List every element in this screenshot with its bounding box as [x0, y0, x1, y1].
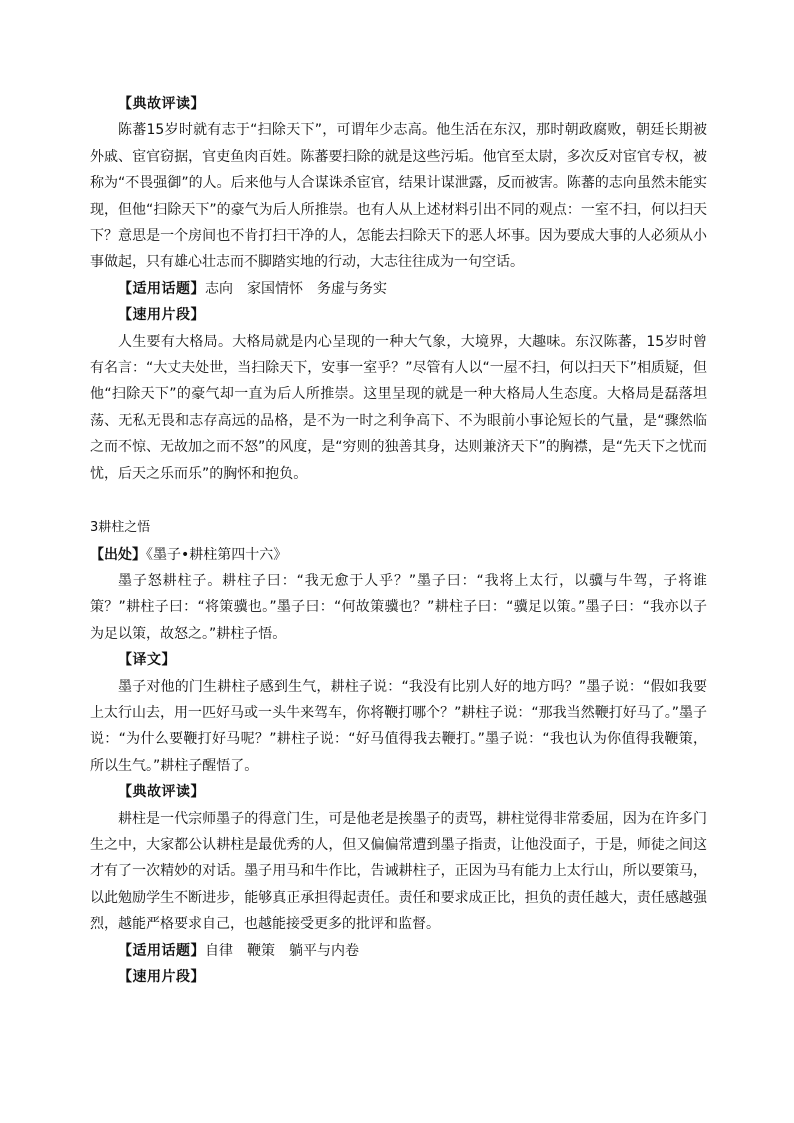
topics-heading: 【适用话题】 — [118, 280, 205, 297]
snippet-heading: 【速用片段】 — [118, 307, 205, 324]
review-paragraph-2: 耕柱是一代宗师墨子的得意门生，可是他老是挨墨子的责骂，耕柱觉得非常委屈，因为在许多门生之中，大家都公认耕柱是最优秀的人，但又偏偏常遭到墨子指责，让他没面子，于是，师徒之间这才有了一次精妙的对话。墨子用马和牛作比，告诫耕柱子，正因为马有能力上太行山，所以要策马，以此勉励学生不断进步，能够真正承担得起责任。责任和要求成正比，担负的责任越大，责任感越强烈，越能严格要求自己，也越能接受更多的批评和监督。 — [90, 810, 707, 933]
snippet-heading-2: 【速用片段】 — [118, 969, 205, 985]
topics-text-2: 自律 鞭策 躺平与内卷 — [205, 942, 359, 959]
document-body — [90, 91, 707, 990]
original-text-paragraph: 墨子怒耕柱子。耕柱子曰：“我无愈于人乎？”墨子曰：“我将上太行，以骥与牛驾，子将谁策？”耕柱子曰：“将策骥也。”墨子曰：“何故策骥也？”耕柱子曰：“骥足以策。”墨子曰：“我亦以子为足以策，故怒之。”耕柱子悟。 — [90, 572, 707, 642]
section-title: 3耕柱之悟 — [90, 520, 151, 536]
snippet-paragraph: 人生要有大格局。大格局就是内心呈现的一种大气象，大境界，大趣味。东汉陈蕃，15岁时曾有名言：“大丈夫处世，当扫除天下，安事一室乎？”尽管有人以“一屋不扫，何以扫天下”相质疑，但他“扫除天下”的豪气却一直为后人所推崇。这里呈现的就是一种大格局人生态度。大格局是磊落坦荡、无私无畏和志存高远的品格，是不为一时之利争高下、不为眼前小事论短长的气量，是“骤然临之而不惊、无故加之而不怒”的风度，是“穷则的独善其身，达则兼济天下”的胸襟，是“先天下之忧而忧，后天之乐而乐”的胸怀和抱负。 — [90, 333, 708, 482]
topics-line — [90, 276, 707, 302]
source-heading: 【出处】 — [90, 546, 146, 563]
review-paragraph: 陈蕃15岁时就有志于“扫除天下”，可谓年少志高。他生活在东汉，那时朝政腐败，朝廷长期被外戚、宦官窃据，官吏鱼肉百姓。陈蕃要扫除的就是这些污垢。他官至太尉，多次反对宦官专权，被称为“不畏强御”的人。后来他与人合谋诛杀宦官，结果计谋泄露，反而被害。陈蕃的志向虽然未能实现，但他“扫除天下”的豪气为后人所推崇。也有人从上述材料引出不同的观点：一室不扫，何以扫天下？意思是一个房间也不肯打扫干净的人，怎能去扫除天下的恶人坏事。因为要成大事的人必须从小事做起，只有雄心壮志而不脚踏实地的行动，大志往往成为一句空话。 — [90, 122, 707, 271]
topics-heading-2: 【适用话题】 — [118, 942, 205, 959]
translation-heading: 【译文】 — [118, 652, 176, 669]
topics-line-2 — [90, 938, 707, 964]
review-heading: 【典故评读】 — [118, 96, 205, 112]
translation-paragraph: 墨子对他的门生耕柱子感到生气，耕柱子说：“我没有比别人好的地方吗？”墨子说：“假如我要上太行山去，用一匹好马或一头牛来驾车，你将鞭打哪个？”耕柱子说：“那我当然鞭打好马了。”墨子说：“为什么要鞭打好马呢？”耕柱子说：“好马值得我去鞭打。”墨子说：“我也认为你值得我鞭策，所以生气。”耕柱子醒悟了。 — [90, 678, 707, 774]
section-spacer — [90, 487, 707, 515]
source-line — [90, 542, 707, 568]
topics-text: 志向 家国情怀 务虚与务实 — [205, 280, 387, 297]
review-heading-2: 【典故评读】 — [118, 784, 205, 801]
source-text: 《墨子•耕柱第四十六》 — [146, 546, 288, 563]
